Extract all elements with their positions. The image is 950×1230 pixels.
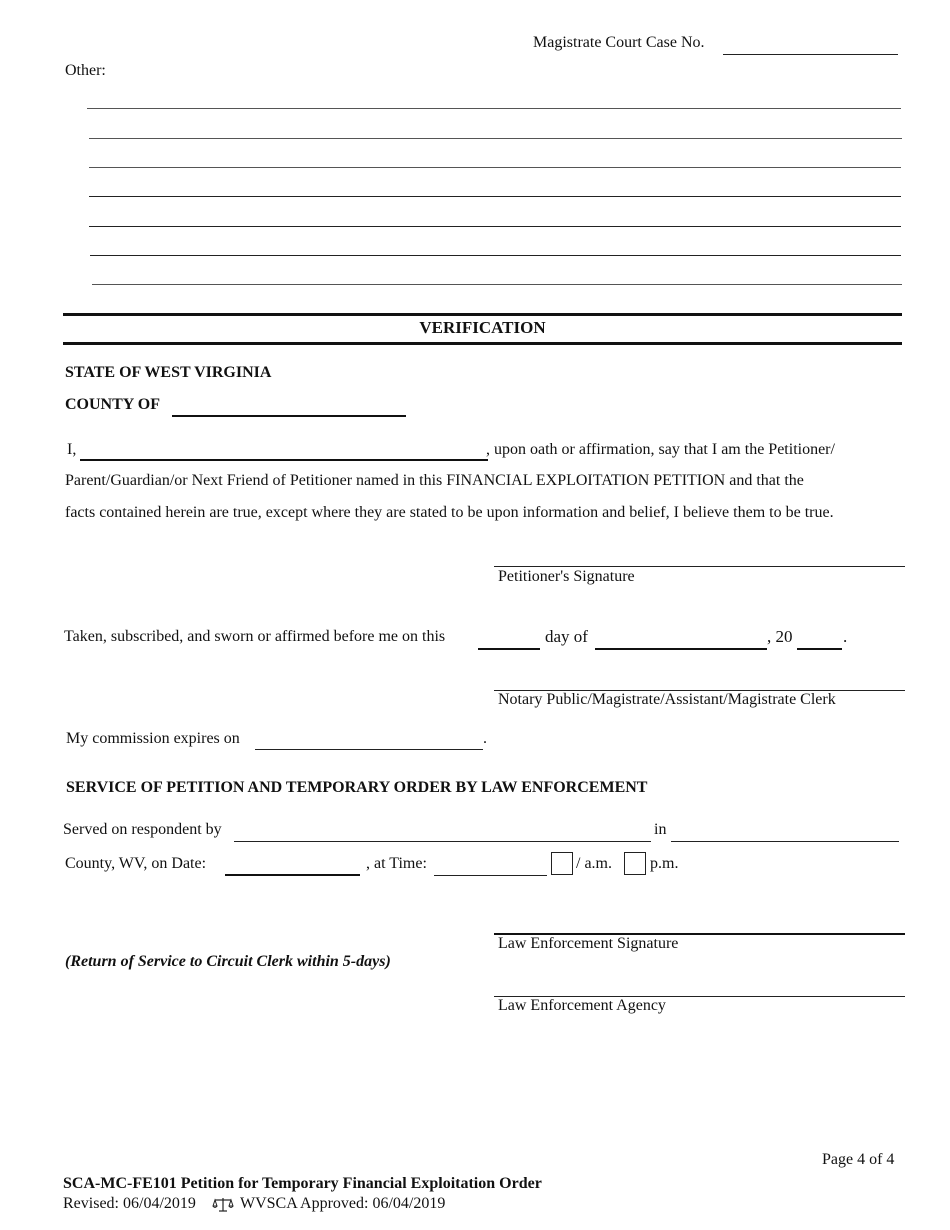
service-title: SERVICE OF PETITION AND TEMPORARY ORDER BY LAW ENFORCEMENT [66,779,648,796]
affiant-name-field[interactable] [80,441,488,461]
verification-top-rule [63,313,902,316]
other-line-4[interactable] [89,196,901,197]
day-of-label: day of [545,627,588,646]
scales-of-justice-icon [212,1196,234,1214]
verification-title: VERIFICATION [419,318,546,337]
sworn-day-field[interactable] [478,630,540,650]
county-date-label: County, WV, on Date: [65,855,207,872]
in-label: in [654,821,667,838]
i-label: I, [67,441,77,458]
other-label: Other: [65,62,106,79]
other-line-7[interactable] [92,284,902,285]
served-by-field[interactable] [234,823,651,842]
other-line-6[interactable] [90,255,901,256]
county-field[interactable] [172,397,406,417]
case-number-label: Magistrate Court Case No. [533,34,705,51]
petitioner-signature-line[interactable] [494,566,905,567]
year-prefix: , 20 [767,627,793,646]
other-line-2[interactable] [89,138,902,139]
page-number: Page 4 of 4 [822,1151,895,1168]
sworn-period: . [843,627,848,646]
state-label: STATE OF WEST VIRGINIA [65,364,272,381]
revised-date: Revised: 06/04/2019 [63,1195,196,1212]
pm-label: p.m. [650,855,679,872]
petitioner-signature-label: Petitioner's Signature [498,568,635,585]
return-note: (Return of Service to Circuit Clerk within 5-days) [65,953,391,970]
sworn-year-field[interactable] [797,630,842,650]
commission-label: My commission expires on [66,730,240,747]
verification-bottom-rule [63,342,902,345]
notary-label: Notary Public/Magistrate/Assistant/Magistrate Clerk [498,691,836,708]
other-line-3[interactable] [89,167,901,168]
am-checkbox[interactable] [551,852,573,875]
other-line-1[interactable] [87,108,901,109]
form-title: SCA-MC-FE101 Petition for Temporary Financial Exploitation Order [63,1175,542,1192]
approved-date: WVSCA Approved: 06/04/2019 [240,1195,446,1212]
oath-text-2: Parent/Guardian/or Next Friend of Petitioner named in this FINANCIAL EXPLOITATION PETITION and that the [65,472,804,489]
pm-checkbox[interactable] [624,852,646,875]
time-label: , at Time: [366,855,427,872]
commission-period: . [483,730,487,747]
sworn-text: Taken, subscribed, and sworn or affirmed before me on this [64,628,446,645]
oath-text-3: facts contained herein are true, except where they are stated to be upon information and belief, I believe them to be true. [65,504,834,521]
service-time-field[interactable] [434,857,547,876]
am-label: / a.m. [576,855,612,872]
law-signature-label: Law Enforcement Signature [498,935,679,952]
oath-text-1: , upon oath or affirmation, say that I am the Petitioner/ [486,441,835,458]
case-number-field[interactable] [723,36,898,55]
commission-date-field[interactable] [255,731,483,750]
county-label: COUNTY OF [65,396,160,413]
law-agency-label: Law Enforcement Agency [498,997,666,1014]
other-line-5[interactable] [89,226,901,227]
served-county-field[interactable] [671,823,899,842]
service-date-field[interactable] [225,856,360,876]
sworn-month-field[interactable] [595,630,767,650]
served-label: Served on respondent by [63,821,222,838]
